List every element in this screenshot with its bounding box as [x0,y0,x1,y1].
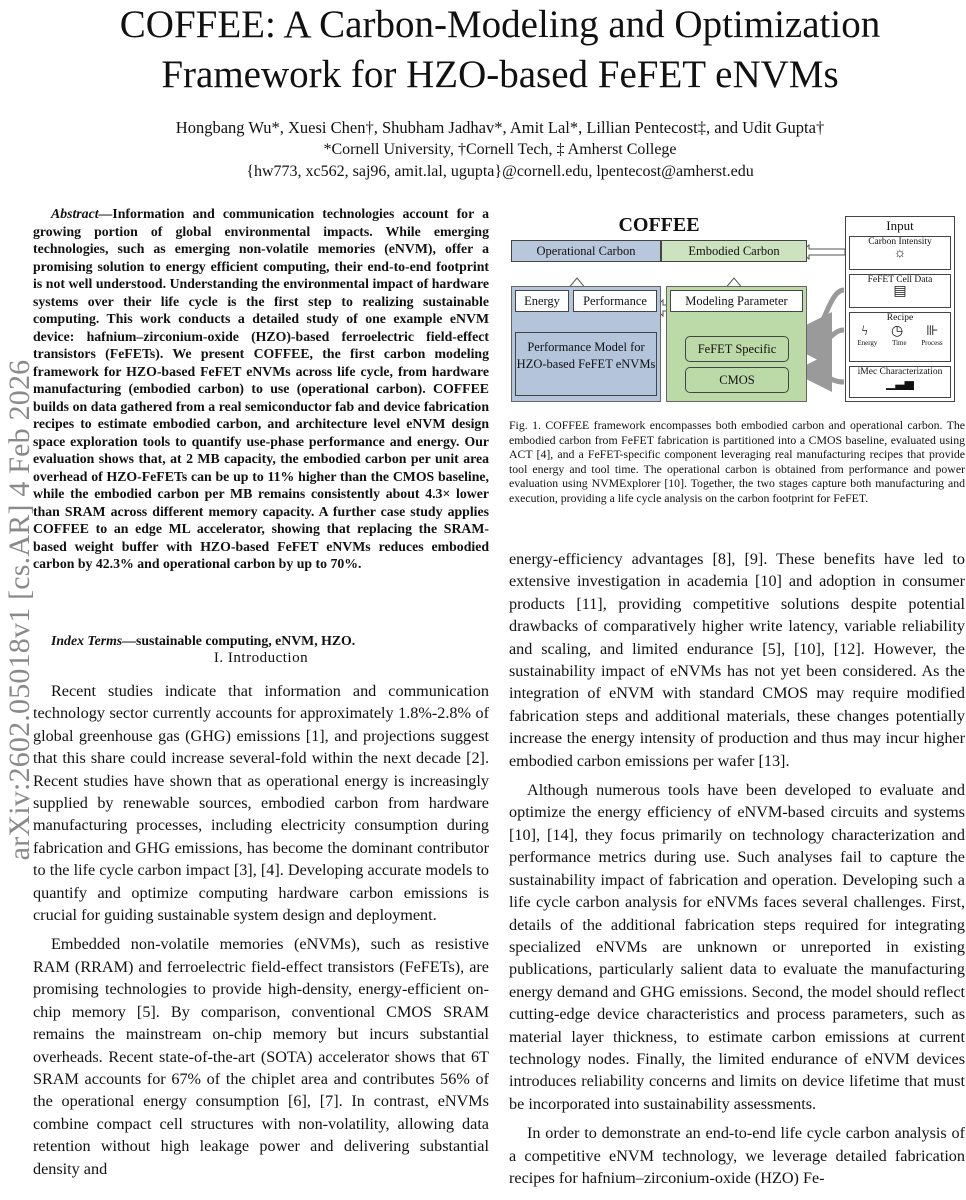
lightning-icon: ϟ [861,324,868,339]
index-terms-label: Index Terms [51,633,123,648]
intro-right-column [509,548,965,1196]
intro-left-column [33,680,489,1187]
abstract-text: —Information and communication technologies account for a growing portion of global environmental impacts. While emerging technologies, such as emerging non-volatile memories (eNVM), offer a promising solution to energy efficient computing, their end-to-end footprint is not well understood. Understanding the environmental impact of hardware systems over their life cycle is the first step to realizing sustainable computing. This work conducts a detailed study of one example eNVM device: hafnium–zirconium-oxide (HZO)-based ferroelectric field-effect transistors (FeFETs). We present COFFEE, the first carbon modeling framework for HZO-based FeFET eNVMs across life cycle, from hardware manufacturing (embodied carbon) to use (operational carbon). COFFEE builds on data gathered from a real semiconductor fab and device fabrication recipes to estimate embodied carbon, and architecture level eNVM design space exploration tools to quantify use-phase performance and energy. Our evaluation shows that, at 2 MB capacity, the embodied carbon per unit area overhead of HZO-FeFETs can be up to 11% higher than the CMOS baseline, while the embodied carbon per MB remains consistently about 4.3× lower than SRAM across different memory capacity. A further case study applies COFFEE to an edge ML accelerator, showing that replacing the SRAM-based weight buffer with HZO-based FeFET eNVMs reduces embodied carbon by 42.3% and operational carbon by up to 70%. [33,206,489,571]
author-emails: {hw773, xc562, saj96, amit.lal, ugupta}@cornell.edu, lpentecost@amherst.edu [246,163,754,180]
cell-data-box: FeFET Cell Data ▤ [849,274,951,308]
recipe-time-label: Time [892,339,907,347]
author-list: Hongbang Wu*, Xuesi Chen†, Shubham Jadhav*, Amit Lal*, Lillian Pentecost‡, and Udit Gupta† [175,118,825,137]
paragraph: In order to demonstrate an end-to-end life cycle carbon analysis of a competitive eNVM technology, we leverage detailed fabrication recipes for hafnium–zirconium-oxide (HZO) Fe- [509,1124,965,1187]
paragraph: Although numerous tools have been developed to evaluate and optimize the energy efficiency of eNVM-based circuits and systems [10], [14], they focus primarily on technology characterization and performance metrics during use. Such analyses fail to capture the sustainability impact of fabrication and operation. Developing such a life cycle carbon analysis for eNVMs faces several challenges. First, details of the additional fabrication steps required for integrating specialized eNVMs are unknown or unreported in existing publications, particularly salient data to evaluate the manufacturing energy demand and GHG emissions. Second, the model should reflect cutting-edge device characteristics and process parameters, such as material layer thickness, to estimate carbon emissions at current technology nodes. Finally, the limited endurance of eNVM devices introduces reliability concerns and limits on device lifetime that must be incorporated into sustainability assessments. [509,781,965,1113]
book-icon: ▤ [893,284,907,299]
affiliations: *Cornell University, †Cornell Tech, ‡ Amherst College [323,141,677,158]
flow-arrow-icon [812,290,844,332]
arxiv-identifier: arXiv:2602.05018v1 [cs.AR] 4 Feb 2026 [3,359,36,861]
figure-title: COFFEE [618,214,700,236]
cmos-box: CMOS [685,367,789,393]
abstract [33,205,489,573]
paragraph: energy-efficiency advantages [8], [9]. These benefits have led to extensive investigation in academia [10] and adoption in consumer products [11], providing competitive solutions despite potential drawbacks of comparatively higher write latency, variable reliability and scaling, and limited endurance [5], [10], [12]. However, the sustainability impact of eNVMs has not yet been considered. As the integration of eNVM with standard CMOS may require modified fabrication steps and additional materials, these changes potentially increase the energy intensity of production and thus may incur higher embodied carbon emissions per wafer [13]. [509,550,965,770]
clock-icon: ◷ [890,324,904,339]
paper-title: COFFEE: A Carbon-Modeling and Optimization Framework for HZO-based FeFET eNVMs [119,3,881,96]
recipe-energy-label: Energy [857,339,878,347]
sun-icon: ☼ [893,246,907,261]
recipe-box: Recipe ϟ ◷ ⊪ Energy Time Process [849,312,951,362]
flow-arrow-icon [812,372,844,382]
modeling-parameter-box: Modeling Parameter [670,290,803,312]
process-icon: ⊪ [926,324,939,339]
index-terms [33,632,489,650]
input-label: Input [886,218,914,233]
carbon-intensity-box: Carbon Intensity ☼ [849,236,951,270]
recipe-process-label: Process [921,339,943,347]
bar-chart-icon: ▁▃▅ [886,376,914,390]
embodied-carbon-box: Embodied Carbon [661,240,807,262]
paragraph: Embedded non-volatile memories (eNVMs), such as resistive RAM (RRAM) and ferroelectric field-effect transistors (FeFETs), are promising technologies to provide high-density, energy-efficient on-chip memory [5]. By comparison, conventional CMOS SRAM remains the mainstream on-chip memory but incurs substantial overheads. Recent state-of-the-art (SOTA) accelerator shows that 6T SRAM accounts for 67% of the chiplet area and contributes 56% of the operational energy consumption [6], [7]. In contrast, eNVMs combine compact cell structures with non-volatility, allowing data retention without high leakage power and delivering substantial density and [33,935,489,1178]
figure-caption: Fig. 1. COFFEE framework encompasses both embodied carbon and operational carbon. The embodied carbon from FeFET fabrication is partitioned into a CMOS baseline, evaluated using ACT [4], and a FeFET-specific component leveraging real manufacturing recipes that provide tool energy and tool time. The operational carbon is obtained from performance and power evaluation using NVMExplorer [10]. Together, the two stages capture both manufacturing and execution, providing a life cycle analysis on the carbon footprint for FeFET. [509,418,965,505]
section-heading: I. Introduction [213,650,309,666]
abstract-label: Abstract [51,206,99,221]
energy-box: Energy [515,290,569,312]
index-terms-text: —sustainable computing, eNVM, HZO. [122,633,356,648]
imec-box: iMec Characterization ▁▃▅ [849,366,951,398]
fefet-specific-box: FeFET Specific [685,336,789,362]
operational-carbon-box: Operational Carbon [511,240,661,262]
performance-model-box: Performance Model for HZO-based FeFET eNVMs [515,332,657,396]
figure-1 [509,212,957,412]
performance-box: Performance [573,290,657,312]
paragraph: Recent studies indicate that information and communication technology sector currently accounts for approximately 1.8%-2.8% of global greenhouse gas (GHG) emissions [1], and projections suggest that this share could increase several-fold within the next decade [2]. Recent studies have shown that as operational energy is increasingly supplied by renewable sources, embodied carbon from hardware manufacturing processes, including electricity consumption during fabrication and GHG emissions, has become the dominant contributor to the life cycle carbon impact [3], [4]. Developing accurate models to quantify and optimize computing hardware carbon emissions is crucial for guiding sustainable system design and deployment. [33,682,489,925]
left-arrow-icon [801,245,845,259]
